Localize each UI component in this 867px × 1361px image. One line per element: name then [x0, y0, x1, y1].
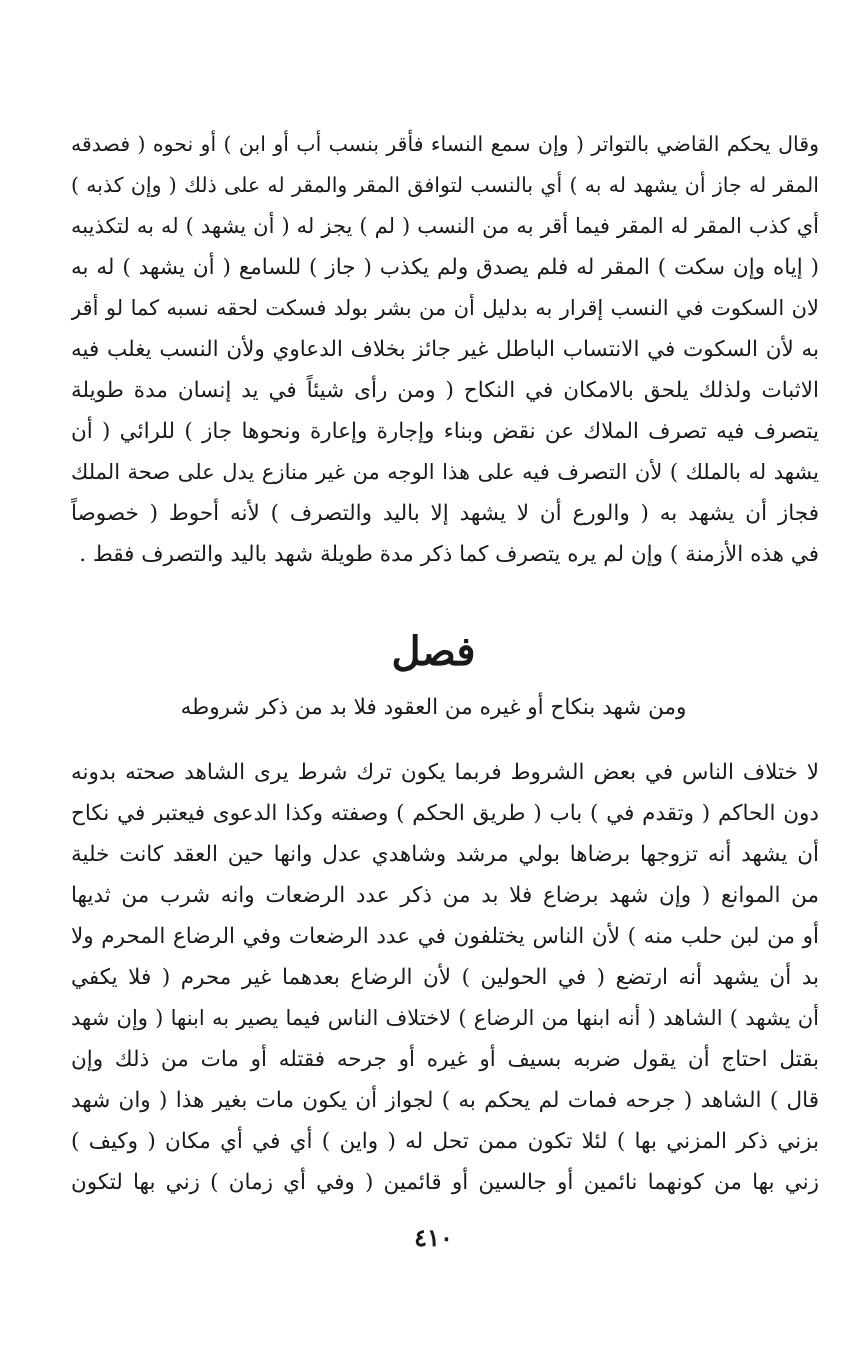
text-line: به لأن السكوت في الانتساب الباطل غير جائز بخلاف الدعاوي ولأن النسب يغلب فيه — [71, 337, 819, 362]
text-line: زني بها من كونهما نائمين أو جالسين أو قائمين ( وفي أي زمان ) زني بها لتكون — [71, 1170, 819, 1195]
section-subheading: ومن شهد بنكاح أو غيره من العقود فلا بد من ذكر شروطه — [180, 695, 687, 720]
text-line: قال ) الشاهد ( جرحه فمات لم يحكم به ) لجواز أن يكون مات بغير هذا ( وان شهد — [71, 1088, 819, 1113]
text-line: لا ختلاف الناس في بعض الشروط فربما يكون ترك شرط يرى الشاهد صحته بدونه — [71, 760, 819, 785]
text-line: بد أن يشهد أنه ارتضع ( في الحولين ) لأن الرضاع بعدهما غير محرم ( فلا يكفي — [71, 965, 819, 990]
text-line: من الموانع ( وإن شهد برضاع فلا بد من ذكر عدد الرضعات وانه شرب من ثديها — [71, 883, 819, 908]
section-heading: فصل — [391, 628, 476, 675]
text-line: المقر له جاز أن يشهد له به ) أي بالنسب لتوافق المقر والمقر له على ذلك ( وإن كذبه ) — [71, 173, 819, 197]
text-line: أو من لبن حلب منه ) لأن الناس يختلفون في عدد الرضعات وفي الرضاع المحرم ولا — [71, 924, 819, 949]
text-line: أن يشهد أنه تزوجها برضاها بولي مرشد وشاهدي عدل وانها حين العقد كانت خلية — [71, 842, 819, 867]
page-number: ٤١٠ — [414, 1223, 453, 1252]
text-line: بزني ذكر المزني بها ) لئلا تكون ممن تحل له ( واين ) أي في أي مكان ( وكيف ) — [71, 1129, 819, 1154]
text-line: دون الحاكم ( وتقدم في ) باب ( طريق الحكم ) وصفته وكذا الدعوى فيعتبر في نكاح — [71, 801, 819, 826]
text-line: يشهد له بالملك ) لأن التصرف فيه على هذا الوجه من غير منازع يدل على صحة الملك — [71, 460, 819, 484]
text-line: في هذه الأزمنة ) وإن لم يره يتصرف كما ذكر مدة طويلة شهد باليد والتصرف فقط . — [79, 542, 819, 567]
paragraph-conditions — [71, 752, 819, 1203]
text-line: يتصرف فيه تصرف الملاك عن نقض وبناء وإجارة وإعارة ونحوها جاز ) للرائي ( أن — [71, 419, 819, 444]
text-line: بقتل احتاج أن يقول ضربه بسيف أو غيره أو جرحه فقتله أو مات من ذلك وإن — [71, 1047, 819, 1072]
text-line: وقال يحكم القاضي بالتواتر ( وإن سمع النساء فأقر بنسب أب أو ابن ) أو نحوه ( فصدقه — [71, 132, 819, 156]
text-line: فجاز أن يشهد به ( والورع أن لا يشهد إلا باليد والتصرف ) لأنه أحوط ( خصوصاً — [71, 501, 819, 526]
text-line: الاثبات ولذلك يلحق بالامكان في النكاح ( ومن رأى شيئاً في يد إنسان مدة طويلة — [71, 378, 819, 403]
text-line: أي كذب المقر له المقر فيما أقر به من النسب ( لم ) يجز له ( أن يشهد ) له به لتكذيبه — [71, 214, 819, 238]
text-line: ( إياه وإن سكت ) المقر له فلم يصدق ولم يكذب ( جاز ) للسامع ( أن يشهد ) له به — [71, 255, 819, 280]
text-line: أن يشهد ) الشاهد ( أنه ابنها من الرضاع ) لاختلاف الناس فيما يصير به ابنها ( وإن شهد — [71, 1006, 819, 1030]
paragraph-testimony-lineage — [71, 124, 819, 575]
text-line: لان السكوت في النسب إقرار به بدليل أن من بشر بولد فسكت لحقه نسبه كما لو أقر — [71, 296, 819, 320]
